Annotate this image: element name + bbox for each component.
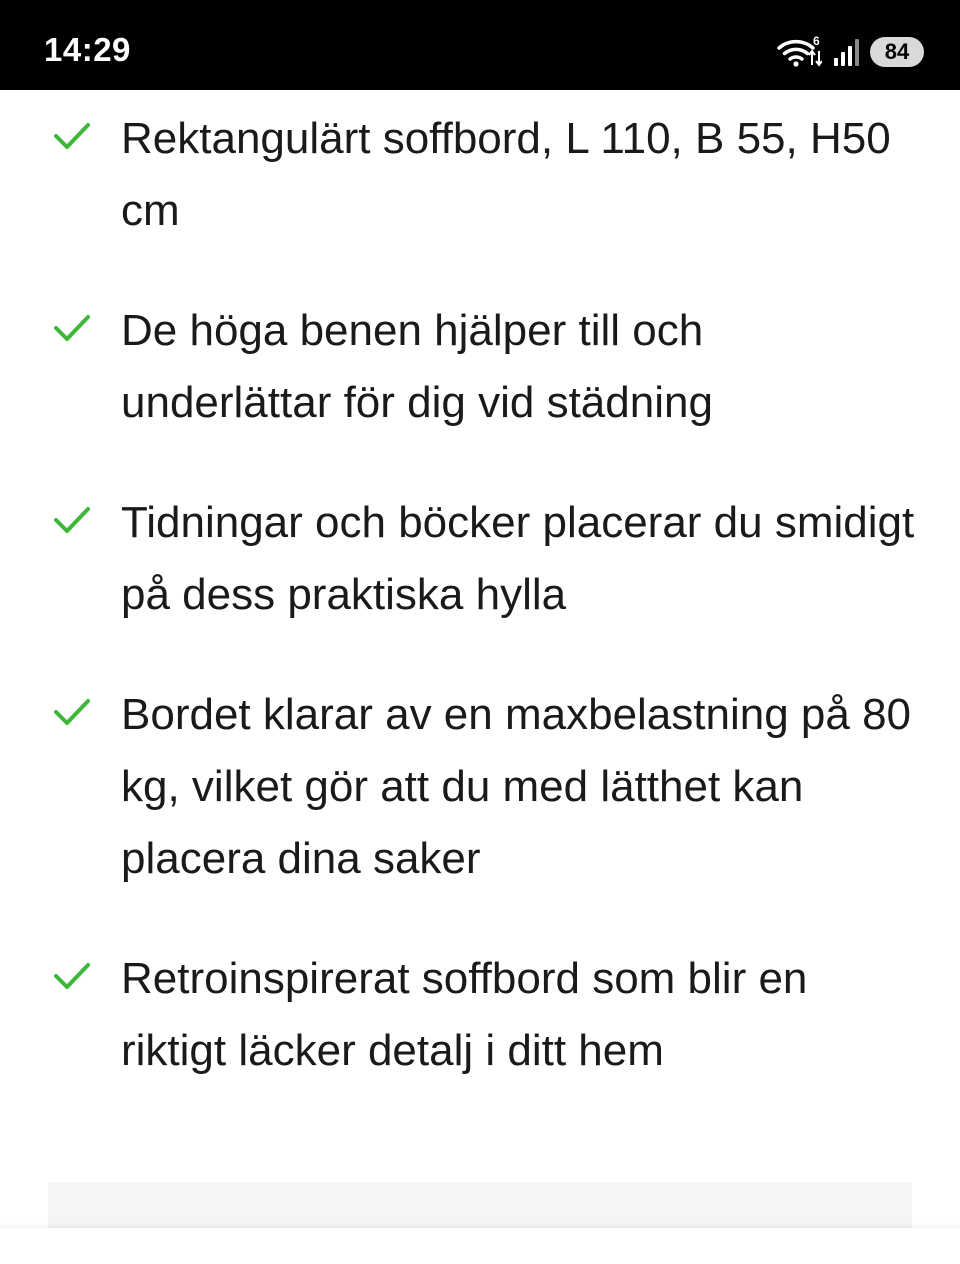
next-section-panel (48, 1182, 912, 1230)
feature-list (0, 90, 960, 1087)
feature-text: Bordet klarar av en maxbelastning på 80 kg, vilket gör att du med lätthet kan placera dina saker (121, 690, 912, 883)
status-bar (0, 0, 960, 90)
wifi-icon (776, 35, 822, 69)
feature-text: Rektangulärt soffbord, L 110, B 55, H50 cm (121, 114, 891, 235)
feature-text: Tidningar och böcker placerar du smidigt på dess praktiska hylla (121, 498, 915, 619)
list-item (0, 90, 960, 247)
signal-icon (832, 37, 860, 67)
check-icon (52, 696, 92, 728)
check-icon (52, 120, 92, 152)
check-icon (52, 960, 92, 992)
network-type-label: 6 (813, 35, 820, 48)
product-features-section (0, 90, 960, 1230)
feature-text: De höga benen hjälper till och underlättar för dig vid städning (121, 306, 713, 427)
list-item (0, 295, 960, 439)
status-icons (776, 32, 924, 72)
list-item (0, 487, 960, 631)
check-icon (52, 312, 92, 344)
list-item (0, 943, 960, 1087)
battery-indicator: 84 (870, 37, 924, 67)
list-item (0, 679, 960, 895)
bottom-bar (0, 1228, 960, 1264)
check-icon (52, 504, 92, 536)
feature-text: Retroinspirerat soffbord som blir en riktigt läcker detalj i ditt hem (121, 954, 808, 1075)
status-time: 14:29 (44, 31, 131, 68)
